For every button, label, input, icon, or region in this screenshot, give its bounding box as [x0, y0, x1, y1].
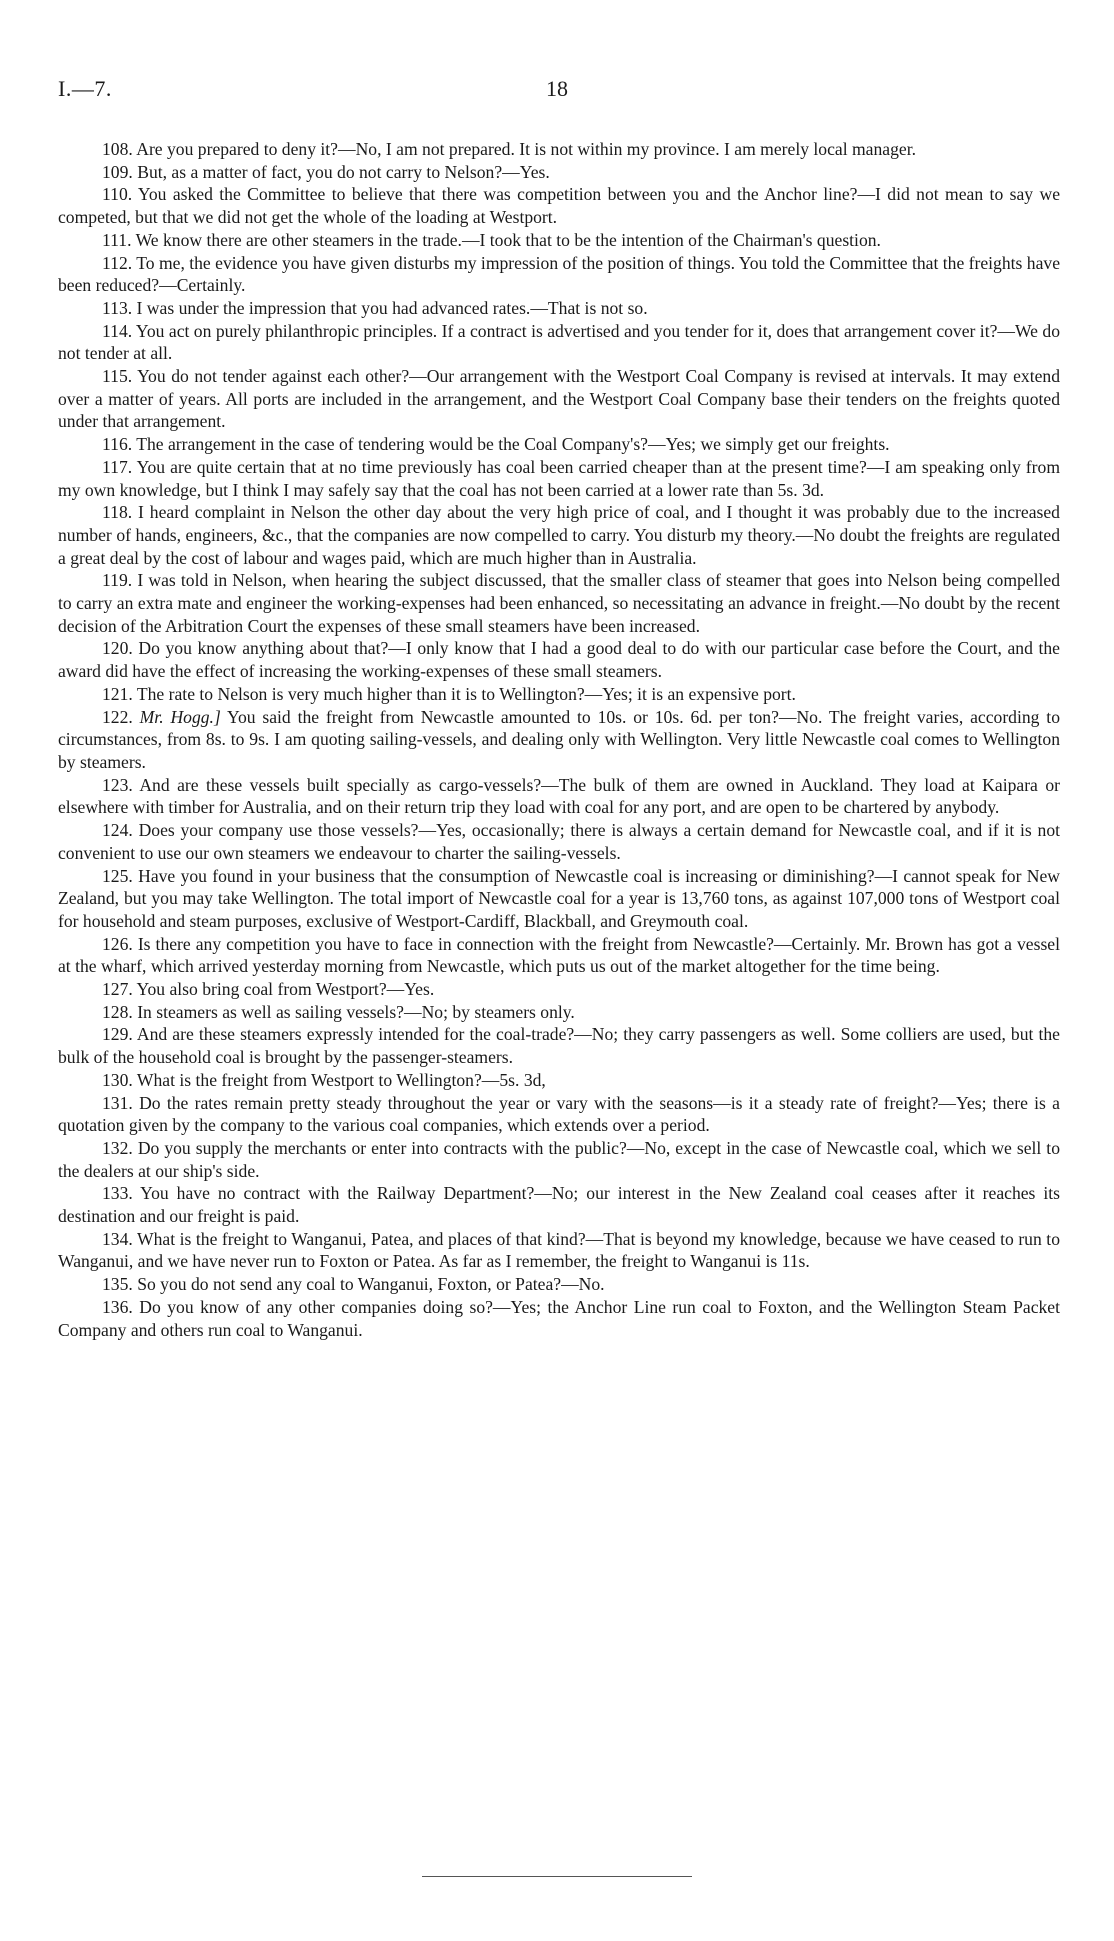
question-number: 127.: [102, 979, 133, 1000]
question-paragraph: [58, 1069, 1060, 1092]
question-number: 115.: [102, 366, 133, 387]
question-number: 132.: [102, 1137, 133, 1158]
question-paragraph: [58, 1273, 1060, 1296]
question-number: 124.: [102, 820, 133, 841]
question-text: You act on purely philanthropic principles. If a contract is advertised and you tender for it, does that arrangement cover it?—We do not tender at all.: [58, 320, 1061, 364]
question-number: 121.: [102, 683, 133, 704]
question-paragraph: [58, 774, 1060, 819]
question-text: You also bring coal from Westport?—Yes.: [136, 979, 435, 1000]
question-paragraph: [58, 1137, 1060, 1182]
question-number: 136.: [102, 1296, 133, 1317]
question-number: 119.: [102, 570, 133, 591]
question-number: 123.: [102, 774, 133, 795]
question-paragraph: [58, 433, 1060, 456]
question-paragraph: [58, 819, 1060, 864]
question-text: You asked the Committee to believe that there was competition between you and the Anchor line?—I did not mean to say we competed, but that we did not get the whole of the loading at Westport.: [58, 184, 1061, 228]
question-text: You said the freight from Newcastle amounted to 10s. or 10s. 6d. per ton?—No. The freight varies, according to circumstances, from 8s. to 9s. I am quoting sailing-vessels, and dealing only with Wellington. Very little Newcastle coal comes to Wellington by steamers.: [58, 706, 1060, 772]
question-number: 114.: [102, 320, 133, 341]
question-text: I heard complaint in Nelson the other day about the very high price of coal, and I thought it was probably due to the increased number of hands, engineers, &c., that the companies are now compelled to carry. You disturb my theory.—No doubt the freights are regulated a great deal by the cost of labour and wages paid, which are much higher than in Australia.: [58, 502, 1060, 568]
question-number: 112.: [102, 252, 133, 273]
question-text: Have you found in your business that the consumption of Newcastle coal is increasing or diminishing?—I cannot speak for New Zealand, but you may take Wellington. The total import of Newcastle coal for a year is 13,760 tons, as against 107,000 tons of Westport coal for household and steam purposes, exclusive of Westport-Cardiff, Blackball, and Greymouth coal.: [58, 865, 1060, 931]
question-number: 117.: [102, 456, 133, 477]
question-paragraph: [58, 569, 1060, 637]
question-text: The rate to Nelson is very much higher than it is to Wellington?—Yes; it is an expensive port.: [136, 683, 796, 704]
question-text: You have no contract with the Railway Department?—No; our interest in the New Zealand coal ceases after it reaches its destination and our freight is paid.: [58, 1183, 1061, 1227]
question-paragraph: [58, 1296, 1060, 1341]
question-text: I was told in Nelson, when hearing the subject discussed, that the smaller class of steamer that goes into Nelson being compelled to carry an extra mate and engineer the working-expenses had been enhanced, so necessitating an advance in freight.—No doubt by the recent decision of the Arbitration Court the expenses of these small steamers have been increased.: [58, 570, 1060, 636]
evidence-text: [58, 138, 1060, 1341]
question-number: 129.: [102, 1024, 133, 1045]
question-paragraph: [58, 229, 1060, 252]
question-text: Do you know of any other companies doing so?—Yes; the Anchor Line run coal to Foxton, and the Wellington Steam Packet Company and others run coal to Wanganui.: [58, 1296, 1060, 1340]
question-number: 109.: [102, 161, 133, 182]
question-text: I was under the impression that you had advanced rates.—That is not so.: [136, 297, 648, 318]
page-number: 18: [546, 76, 568, 101]
question-number: 130.: [102, 1069, 133, 1090]
question-number: 133.: [102, 1183, 133, 1204]
question-paragraph: [58, 1182, 1060, 1227]
question-number: 134.: [102, 1228, 133, 1249]
question-number: 120.: [102, 638, 133, 659]
question-paragraph: [58, 161, 1060, 184]
question-paragraph: [58, 933, 1060, 978]
question-number: 116.: [102, 434, 133, 455]
question-paragraph: [58, 865, 1060, 933]
question-paragraph: [58, 138, 1060, 161]
question-text: We know there are other steamers in the trade.—I took that to be the intention of the Chairman's question.: [135, 229, 881, 250]
speaker-name: Mr. Hogg.]: [139, 706, 221, 727]
question-paragraph: [58, 1023, 1060, 1068]
question-text: Do the rates remain pretty steady throughout the year or vary with the seasons—is it a steady rate of freight?—Yes; there is a quotation given by the company to the various coal companies, which extends over a period.: [58, 1092, 1060, 1136]
question-number: 111.: [102, 229, 132, 250]
question-text: And are these steamers expressly intended for the coal-trade?—No; they carry passengers as well. Some colliers are used, but the bulk of the household coal is brought by the passenger-steamers.: [58, 1024, 1060, 1068]
question-paragraph: [58, 183, 1060, 228]
question-text: The arrangement in the case of tendering would be the Coal Company's?—Yes; we simply get our freights.: [136, 434, 890, 455]
page-header: [58, 76, 1056, 106]
question-paragraph: [58, 978, 1060, 1001]
question-number: 125.: [102, 865, 133, 886]
question-text: Are you prepared to deny it?—No, I am not prepared. It is not within my province. I am merely local manager.: [136, 139, 916, 159]
question-text: And are these vessels built specially as cargo-vessels?—The bulk of them are owned in Auckland. They load at Kaipara or elsewhere with timber for Australia, and on their return trip they load with coal for any port, and are open to be chartered by anybody.: [58, 774, 1060, 818]
question-paragraph: [58, 1228, 1060, 1273]
question-number: 113.: [102, 297, 133, 318]
question-paragraph: [58, 637, 1060, 682]
question-text: In steamers as well as sailing vessels?—No; by steamers only.: [137, 1001, 575, 1022]
question-text: But, as a matter of fact, you do not carry to Nelson?—Yes.: [137, 161, 550, 182]
question-text: Do you supply the merchants or enter into contracts with the public?—No, except in the case of Newcastle coal, which we sell to the dealers at our ship's side.: [58, 1137, 1060, 1181]
question-text: So you do not send any coal to Wanganui, Foxton, or Patea?—No.: [137, 1274, 605, 1295]
question-paragraph: [58, 706, 1060, 774]
question-text: What is the freight to Wanganui, Patea, and places of that kind?—That is beyond my knowledge, because we have ceased to run to Wanganui, and we have never run to Foxton or Patea. As far as I remember, the freight to Wanganui is 11s.: [58, 1228, 1060, 1272]
question-text: You do not tender against each other?—Our arrangement with the Westport Coal Company is revised at intervals. It may extend over a matter of years. All ports are included in the arrangement, and the Westport Coal Company base their tenders on the freights quoted under that arrangement.: [58, 366, 1060, 432]
question-text: What is the freight from Westport to Wellington?—5s. 3d,: [136, 1069, 546, 1090]
question-text: Do you know anything about that?—I only know that I had a good deal to do with our particular case before the Court, and the award did have the effect of increasing the working-expenses of these small steamers.: [58, 638, 1060, 682]
end-rule: [422, 1876, 692, 1877]
question-number: 110.: [102, 184, 133, 205]
question-text: To me, the evidence you have given disturbs my impression of the position of things. You told the Committee that the freights have been reduced?—Certainly.: [58, 252, 1060, 296]
document-reference: I.—7.: [58, 76, 112, 101]
question-text: Is there any competition you have to face in connection with the freight from Newcastle?—Certainly. Mr. Brown has got a vessel at the wharf, which arrived yesterday morning from Newcastle, which puts us out of the market altogether for the time being.: [58, 933, 1060, 977]
question-number: 122.: [102, 706, 133, 727]
question-number: 135.: [102, 1274, 133, 1295]
question-number: 108.: [102, 139, 133, 159]
question-number: 118.: [102, 502, 133, 523]
question-number: 126.: [102, 933, 133, 954]
question-paragraph: [58, 1001, 1060, 1024]
question-paragraph: [58, 1092, 1060, 1137]
question-paragraph: [58, 320, 1060, 365]
question-number: 128.: [102, 1001, 133, 1022]
question-number: 131.: [102, 1092, 133, 1113]
question-paragraph: [58, 252, 1060, 297]
question-text: You are quite certain that at no time previously has coal been carried cheaper than at the present time?—I am speaking only from my own knowledge, but I think I may safely say that the coal has not been carried at a lower rate than 5s. 3d.: [58, 456, 1061, 500]
question-paragraph: [58, 501, 1060, 569]
question-text: Does your company use those vessels?—Yes, occasionally; there is always a certain demand for Newcastle coal, and if it is not convenient to use our own steamers we endeavour to charter the sailing-vessels.: [58, 820, 1061, 863]
question-paragraph: [58, 456, 1060, 501]
question-paragraph: [58, 683, 1060, 706]
question-paragraph: [58, 297, 1060, 320]
question-paragraph: [58, 365, 1060, 433]
